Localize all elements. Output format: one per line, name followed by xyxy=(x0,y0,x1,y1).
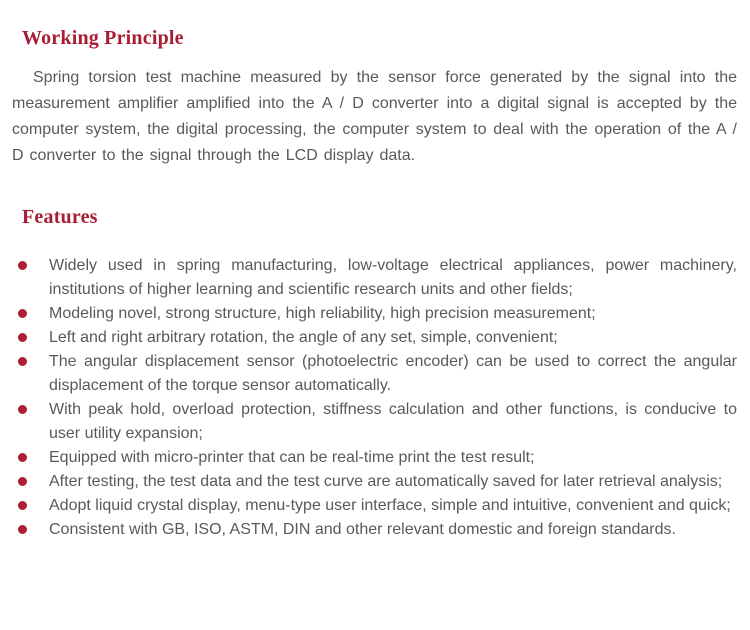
feature-item-text: With peak hold, overload protection, stiffness calculation and other functions, is conducive to user utility expansion; xyxy=(49,401,737,442)
feature-item-text: Adopt liquid crystal display, menu-type user interface, simple and intuitive, convenient and quick; xyxy=(49,497,731,514)
bullet-icon xyxy=(18,501,27,510)
feature-list xyxy=(0,254,737,542)
feature-item-text: Left and right arbitrary rotation, the angle of any set, simple, convenient; xyxy=(49,329,558,346)
feature-item-text: Widely used in spring manufacturing, low-voltage electrical appliances, power machinery, institutions of higher learning and scientific research units and other fields; xyxy=(49,257,737,298)
working-principle-section xyxy=(0,0,750,169)
feature-item-text: Equipped with micro-printer that can be real-time print the test result; xyxy=(49,449,535,466)
feature-item-text: Consistent with GB, ISO, ASTM, DIN and other relevant domestic and foreign standards. xyxy=(49,521,676,538)
feature-item-text: Modeling novel, strong structure, high reliability, high precision measurement; xyxy=(49,305,596,322)
working-principle-title: Working Principle xyxy=(22,27,184,49)
feature-list-item xyxy=(49,254,737,302)
bullet-icon xyxy=(18,525,27,534)
bullet-icon xyxy=(18,477,27,486)
feature-list-item xyxy=(49,446,737,470)
features-title: Features xyxy=(22,206,98,228)
working-principle-paragraph: Spring torsion test machine measured by the sensor force generated by the signal into the measurement amplifier amplified into the A / D converter into a digital signal is accepted by the computer system, the digital processing, the computer system to deal with the operation of the A / D converter to the signal through the LCD display data. xyxy=(12,69,737,164)
feature-list-item xyxy=(49,470,737,494)
feature-list-item xyxy=(49,302,737,326)
bullet-icon xyxy=(18,453,27,462)
bullet-icon xyxy=(18,405,27,414)
feature-item-text: The angular displacement sensor (photoelectric encoder) can be used to correct the angular displacement of the torque sensor automatically. xyxy=(49,353,737,394)
bullet-icon xyxy=(18,357,27,366)
features-section xyxy=(0,206,750,542)
bullet-icon xyxy=(18,309,27,318)
feature-list-item xyxy=(49,350,737,398)
feature-list-item xyxy=(49,326,737,350)
feature-item-text: After testing, the test data and the test curve are automatically saved for later retrieval analysis; xyxy=(49,473,723,490)
feature-list-item xyxy=(49,518,737,542)
feature-list-item xyxy=(49,398,737,446)
bullet-icon xyxy=(18,261,27,270)
feature-list-item xyxy=(49,494,737,518)
bullet-icon xyxy=(18,333,27,342)
